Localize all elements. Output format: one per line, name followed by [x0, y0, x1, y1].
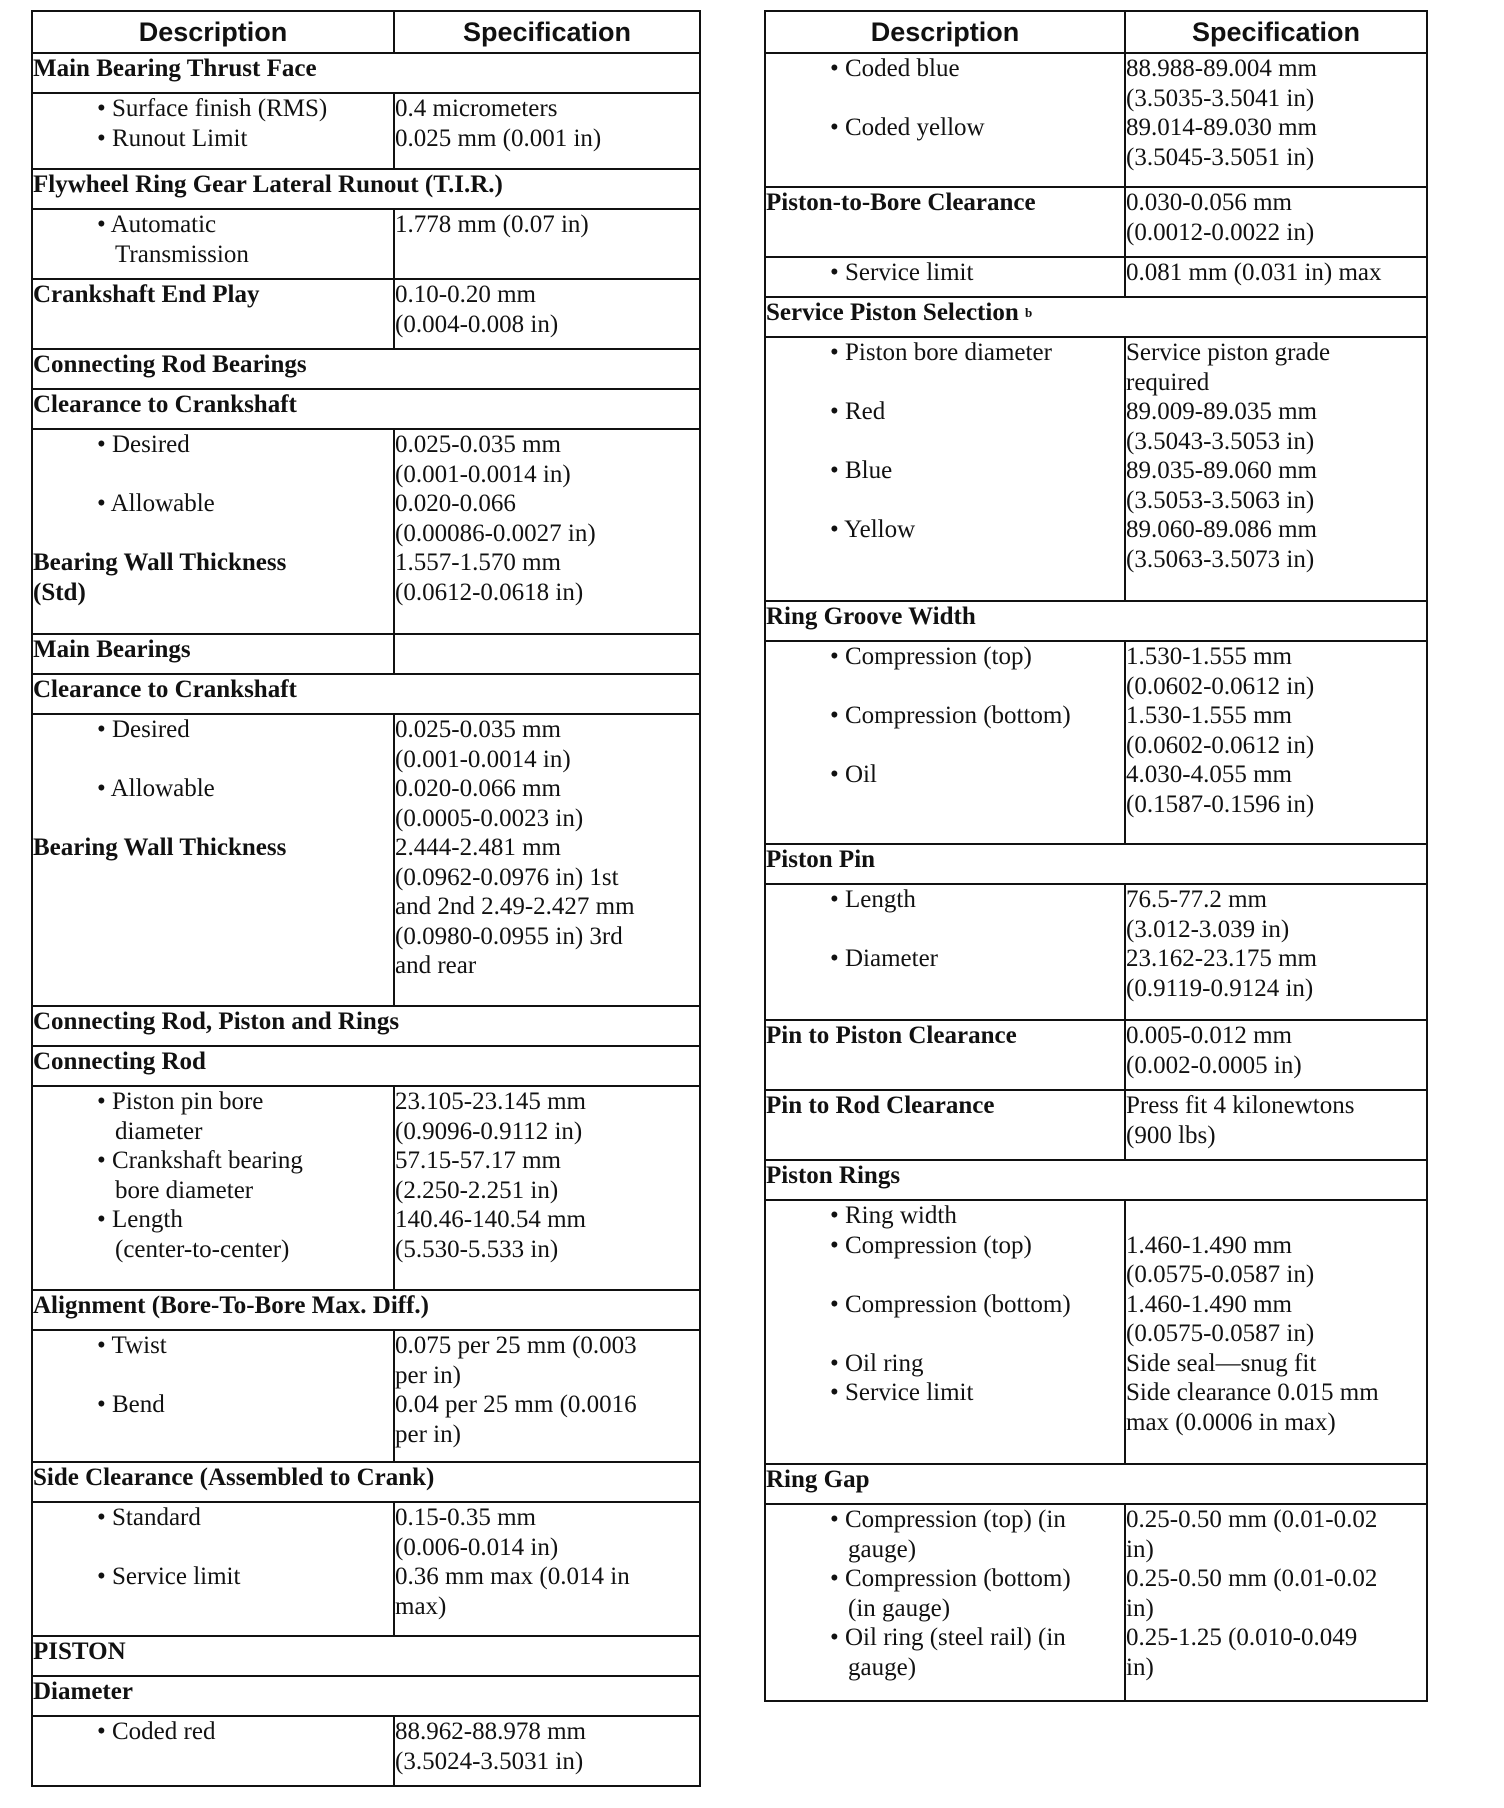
description-cell: Pin to Rod Clearance	[765, 1090, 1125, 1160]
specification-cell: 88.988-89.004 mm (3.5035-3.5041 in) 89.014-89.030 mm (3.5045-3.5051 in)	[1125, 53, 1427, 187]
specification-cell: 1.530-1.555 mm (0.0602-0.0612 in) 1.530-1.555 mm (0.0602-0.0612 in) 4.030-4.055 mm (0.1587-0.1596 in)	[1125, 641, 1427, 844]
section-row	[765, 297, 1427, 337]
description-cell: • Piston pin bore diameter • Crankshaft bearing bore diameter • Length (center-to-center)	[32, 1086, 394, 1290]
section-title: Alignment (Bore-To-Bore Max. Diff.)	[32, 1290, 700, 1330]
specification-cell: 1.460-1.490 mm (0.0575-0.0587 in) 1.460-1.490 mm (0.0575-0.0587 in) Side seal—snug fit Side clearance 0.015 mm max (0.0006 in max)	[1125, 1200, 1427, 1464]
specification-cell: 0.4 micrometers 0.025 mm (0.001 in)	[394, 93, 700, 169]
table-row	[765, 1200, 1427, 1464]
table-header-row	[765, 11, 1427, 53]
table-row	[765, 257, 1427, 297]
table-row	[32, 714, 700, 1006]
table-row	[32, 209, 700, 279]
table-row	[32, 1086, 700, 1290]
table-row	[32, 279, 700, 349]
description-cell: • Service limit	[765, 257, 1125, 297]
description-cell: • Length • Diameter	[765, 884, 1125, 1020]
specification-cell: 0.025-0.035 mm (0.001-0.0014 in) 0.020-0.066 (0.00086-0.0027 in) 1.557-1.570 mm (0.0612-0.0618 in)	[394, 429, 700, 634]
description-cell: • Ring width • Compression (top) • Compression (bottom) • Oil ring • Service limit	[765, 1200, 1125, 1464]
specification-cell: 1.778 mm (0.07 in)	[394, 209, 700, 279]
section-row	[32, 389, 700, 429]
description-cell: • Twist • Bend	[32, 1330, 394, 1462]
specification-cell: 88.962-88.978 mm (3.5024-3.5031 in)	[394, 1716, 700, 1786]
section-title: Piston Rings	[765, 1160, 1427, 1200]
section-row	[32, 53, 700, 93]
description-cell: • Desired • Allowable Bearing Wall Thickness (Std)	[32, 429, 394, 634]
section-title: Main Bearing Thrust Face	[32, 53, 700, 93]
table-row	[765, 337, 1427, 601]
description-cell: • Desired • Allowable Bearing Wall Thickness	[32, 714, 394, 1006]
description-cell: • Surface finish (RMS) • Runout Limit	[32, 93, 394, 169]
table-row	[32, 93, 700, 169]
section-title: Clearance to Crankshaft	[32, 674, 700, 714]
table-row	[765, 884, 1427, 1020]
specification-cell: Service piston grade required 89.009-89.035 mm (3.5043-3.5053 in) 89.035-89.060 mm (3.5053-3.5063 in) 89.060-89.086 mm (3.5063-3.5073 in)	[1125, 337, 1427, 601]
section-title: Piston Pin	[765, 844, 1427, 884]
table-row	[765, 1504, 1427, 1701]
table-row	[32, 1330, 700, 1462]
header-specification: Specification	[394, 11, 700, 53]
section-row	[32, 1636, 700, 1676]
header-specification: Specification	[1125, 11, 1427, 53]
section-row	[765, 1464, 1427, 1504]
section-title: Connecting Rod Bearings	[32, 349, 700, 389]
section-row	[765, 1160, 1427, 1200]
table-row	[765, 641, 1427, 844]
section-row	[32, 674, 700, 714]
specification-cell: 0.25-0.50 mm (0.01-0.02 in) 0.25-0.50 mm (0.01-0.02 in) 0.25-1.25 (0.010-0.049 in)	[1125, 1504, 1427, 1701]
specification-cell: 23.105-23.145 mm (0.9096-0.9112 in) 57.15-57.17 mm (2.250-2.251 in) 140.46-140.54 mm (5.530-5.533 in)	[394, 1086, 700, 1290]
empty-cell	[394, 634, 700, 674]
description-cell: • Coded blue • Coded yellow	[765, 53, 1125, 187]
description-cell: • Compression (top) (in gauge) • Compression (bottom) (in gauge) • Oil ring (steel rail) (in gauge)	[765, 1504, 1125, 1701]
section-row	[32, 349, 700, 389]
description-cell: • Piston bore diameter • Red • Blue • Yellow	[765, 337, 1125, 601]
section-row	[32, 1046, 700, 1086]
section-title: Clearance to Crankshaft	[32, 389, 700, 429]
section-row	[765, 601, 1427, 641]
section-title: PISTON	[32, 1636, 700, 1676]
section-title: Service Piston Selection $^b$	[765, 297, 1427, 337]
table-header-row	[32, 11, 700, 53]
table-row	[765, 53, 1427, 187]
description-cell: Pin to Piston Clearance	[765, 1020, 1125, 1090]
table-row	[765, 187, 1427, 257]
table-row	[765, 1020, 1427, 1090]
table-row	[32, 429, 700, 634]
header-description: Description	[32, 11, 394, 53]
description-cell: • Coded red	[32, 1716, 394, 1786]
specification-cell: 0.075 per 25 mm (0.003 per in) 0.04 per 25 mm (0.0016 per in)	[394, 1330, 700, 1462]
specification-cell: 0.081 mm (0.031 in) max	[1125, 257, 1427, 297]
section-row	[765, 844, 1427, 884]
description-cell: Crankshaft End Play	[32, 279, 394, 349]
section-row	[32, 1676, 700, 1716]
table-row	[765, 1090, 1427, 1160]
specification-cell: 0.15-0.35 mm (0.006-0.014 in) 0.36 mm max (0.014 in max)	[394, 1502, 700, 1636]
right-spec-table	[764, 10, 1428, 1702]
specification-cell: 0.10-0.20 mm (0.004-0.008 in)	[394, 279, 700, 349]
section-row	[32, 1462, 700, 1502]
section-row	[32, 634, 700, 674]
section-title: Ring Gap	[765, 1464, 1427, 1504]
section-title: Side Clearance (Assembled to Crank)	[32, 1462, 700, 1502]
specification-cell: 0.025-0.035 mm (0.001-0.0014 in) 0.020-0.066 mm (0.0005-0.0023 in) 2.444-2.481 mm (0.0962-0.0976 in) 1st and 2nd 2.49-2.427 mm (0.0980-0.0955 in) 3rd and rear	[394, 714, 700, 1006]
section-row	[32, 1290, 700, 1330]
section-title: Connecting Rod, Piston and Rings	[32, 1006, 700, 1046]
section-title: Ring Groove Width	[765, 601, 1427, 641]
left-spec-table	[31, 10, 701, 1787]
description-cell: • Compression (top) • Compression (bottom) • Oil	[765, 641, 1125, 844]
header-description: Description	[765, 11, 1125, 53]
specification-cell: 0.005-0.012 mm (0.002-0.0005 in)	[1125, 1020, 1427, 1090]
specification-cell: 76.5-77.2 mm (3.012-3.039 in) 23.162-23.175 mm (0.9119-0.9124 in)	[1125, 884, 1427, 1020]
description-cell: • Standard • Service limit	[32, 1502, 394, 1636]
table-row	[32, 1716, 700, 1786]
description-cell: • Automatic Transmission	[32, 209, 394, 279]
table-row	[32, 1502, 700, 1636]
section-title: Flywheel Ring Gear Lateral Runout (T.I.R.)	[32, 169, 700, 209]
section-title: Main Bearings	[32, 634, 394, 674]
section-row	[32, 1006, 700, 1046]
description-cell: Piston-to-Bore Clearance	[765, 187, 1125, 257]
specification-cell: 0.030-0.056 mm (0.0012-0.0022 in)	[1125, 187, 1427, 257]
section-title: Diameter	[32, 1676, 700, 1716]
section-title: Connecting Rod	[32, 1046, 700, 1086]
section-row	[32, 169, 700, 209]
specification-cell: Press fit 4 kilonewtons (900 lbs)	[1125, 1090, 1427, 1160]
